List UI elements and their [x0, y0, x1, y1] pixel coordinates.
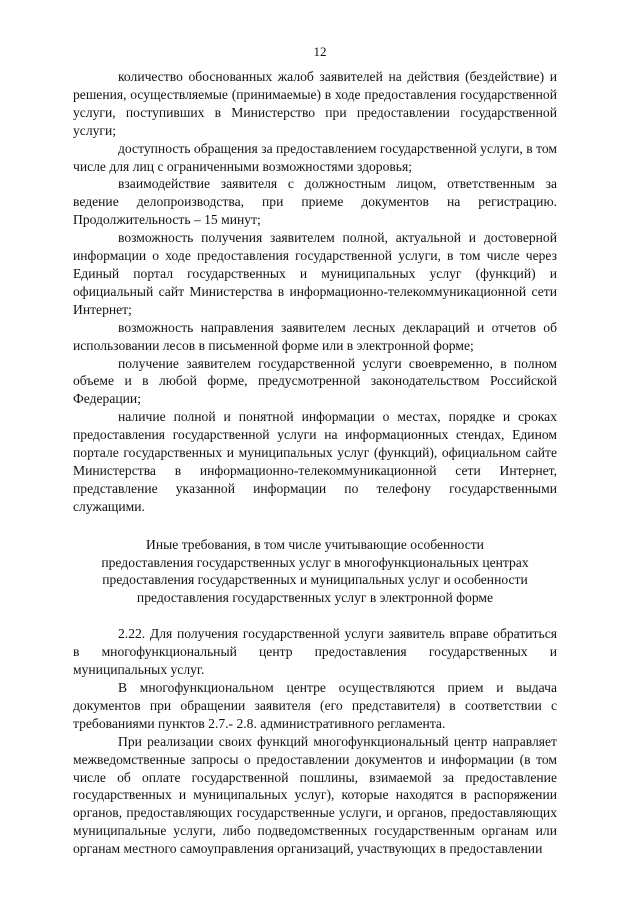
paragraph-information-availability: наличие полной и понятной информации о местах, порядке и сроках предоставления государственной услуги на информационных стендах, Едином портале государственных и муниципальных услуг (функций), официальном сайте Министерства в информационно-телекоммуникационной сети Интернет, представление указанной информации по телефону государственными служащими.	[73, 409, 557, 514]
paragraph-complaints-count: количество обоснованных жалоб заявителей на действия (бездействие) и решения, осуществляемые (принимаемые) в ходе предоставления государственной услуги, поступивших в Министерство при предоставлении государственной услуги;	[73, 69, 557, 138]
paragraph-mfc-requests: При реализации своих функций многофункциональный центр направляет межведомственные запросы о предоставлении документов и информации (в том числе об оплате государственной пошлины, взимаемой за предоставление государственных и муниципальных услуг), которые находятся в распоряжении органов, предоставляющих государственные услуги, и органов, предоставляющих муниципальные услуги, либо подведомственных государственным органам или органам местного самоуправления организаций, участвующих в предоставлении	[73, 733, 557, 857]
section-heading-line: предоставления государственных услуг в многофункциональных центрах	[101, 554, 529, 570]
section-heading	[73, 536, 557, 608]
page-number: 12	[313, 44, 327, 59]
paragraph-mfc-reception: В многофункциональном центре осуществляются прием и выдача документов при обращении заявителя (его представителя) в соответствии с требованиями пунктов 2.7.- 2.8. административного регламента.	[73, 680, 557, 731]
paragraph-2-22: 2.22. Для получения государственной услуги заявитель вправе обратиться в многофункциональный центр предоставления государственных и муниципальных услуг.	[73, 626, 557, 678]
paragraph-interaction: взаимодействие заявителя с должностным лицом, ответственным за ведение делопроизводства, при приеме документов на регистрацию. Продолжительность – 15 минут;	[73, 176, 557, 228]
paragraph-declarations: возможность направления заявителем лесных деклараций и отчетов об использовании лесов в письменной форме или в электронной форме;	[73, 319, 557, 353]
section-heading-line: Иные требования, в том числе учитывающие особенности	[146, 536, 484, 552]
section-heading-line: предоставления государственных и муниципальных услуг и особенности	[102, 572, 528, 588]
paragraph-information-access: возможность получения заявителем полной, актуальной и достоверной информации о ходе предоставления государственной услуги, в том числе через Единый портал государственных и муниципальных услуг (функций) и официальный сайт Министерства в информационно-телекоммуникационной сети Интернет;	[73, 230, 557, 317]
section-heading-line: предоставления государственных услуг в электронной форме	[136, 590, 494, 606]
document-body	[73, 68, 557, 858]
paragraph-accessibility: доступность обращения за предоставлением государственной услуги, в том числе для лиц с ограниченными возможностями здоровья;	[73, 140, 557, 174]
paragraph-timely-service: получение заявителем государственной услуги своевременно, в полном объеме и в любой форме, предусмотренной законодательством Российской Федерации;	[73, 355, 557, 407]
